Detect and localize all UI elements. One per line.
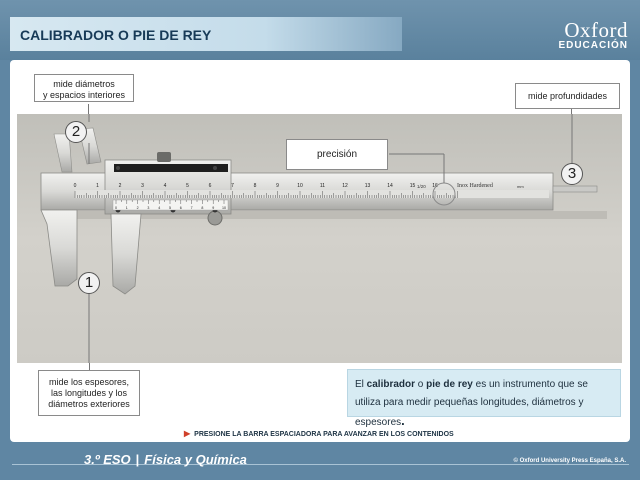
main-scale-label: 2: [118, 183, 122, 189]
main-scale-label: 9: [276, 183, 279, 189]
info-box: [347, 369, 621, 428]
info-prefix: El: [355, 379, 367, 390]
leader-line-inner: [88, 104, 89, 114]
vernier-scale-label: 4: [158, 206, 161, 210]
vernier-scale-label: 3: [147, 206, 150, 210]
vernier-scale-label: 7: [190, 206, 193, 210]
callout-depth-label: mide profundidades: [527, 91, 608, 101]
callout-inner-line2: y espacios interiores: [42, 90, 126, 100]
vernier-scale-label: 5: [169, 206, 171, 210]
leader-line-outer: [89, 363, 90, 370]
vernier-scale-label: 9: [212, 206, 215, 210]
main-scale-label: 3: [141, 183, 144, 189]
course-subject: Física y Química: [144, 452, 247, 467]
educacion-logo: EDUCACIÓN: [558, 40, 628, 51]
main-scale-label: 14: [387, 183, 393, 189]
marker-depth: 3: [561, 163, 583, 185]
info-mid: o: [415, 379, 427, 390]
info-term-pie-de-rey: pie de rey: [426, 379, 473, 390]
vernier-scale-label: 2: [136, 206, 139, 210]
play-arrow-icon: ▶: [184, 429, 191, 438]
main-scale-label: 4: [163, 183, 167, 189]
page-title: CALIBRADOR O PIE DE REY: [20, 27, 212, 43]
callout-outer-measure: [38, 370, 140, 416]
main-scale-label: 13: [364, 183, 371, 189]
main-scale-label: 0: [73, 183, 77, 189]
caliper-units: mm: [517, 184, 524, 189]
main-scale-label: 8: [253, 183, 257, 189]
course-level: 3.º ESO: [84, 452, 131, 467]
callout-precision-label: precisión: [316, 149, 358, 160]
vernier-scale-label: 10: [222, 206, 226, 210]
oxford-logo: Oxford: [564, 18, 628, 42]
main-scale-label: 1: [96, 183, 99, 189]
footer-course: [84, 452, 247, 467]
callout-outer-line1: mide los espesores,: [48, 377, 130, 387]
callout-precision: [286, 139, 388, 170]
callout-inner-measure: [34, 74, 134, 102]
info-rest: es un instrumento que se utiliza para medir pequeñas longitudes, diámetros y espesores: [355, 379, 588, 428]
info-end: .: [401, 413, 405, 428]
main-scale-label: 7: [231, 183, 234, 189]
vernier-scale-label: 8: [201, 206, 204, 210]
caliper-brand: Inox Hardened: [457, 183, 493, 189]
marker-outer: 1: [78, 272, 100, 294]
leader-line-depth: [571, 109, 572, 114]
copyright: © Oxford University Press España, S.A.: [513, 458, 626, 464]
advance-instruction-text: PRESIONE LA BARRA ESPACIADORA PARA AVANZAR EN LOS CONTENIDOS: [194, 431, 454, 438]
marker-inner: 2: [65, 121, 87, 143]
callout-depth-measure: [515, 83, 620, 109]
main-scale-label: 11: [319, 183, 326, 189]
callout-inner-line1: mide diámetros: [53, 79, 115, 89]
advance-instruction: [184, 429, 454, 438]
vernier-scale-label: 0: [115, 206, 117, 210]
vernier-scale-label: 6: [179, 206, 182, 210]
main-scale-label: 6: [208, 183, 212, 189]
callout-outer-line2: las longitudes y los: [50, 388, 128, 398]
info-term-calibrador: calibrador: [366, 379, 416, 390]
main-scale-label: 10: [297, 183, 303, 189]
main-scale-label: 12: [342, 183, 348, 189]
vernier-scale-label: 1: [125, 206, 128, 210]
main-scale-label: 16: [432, 183, 438, 189]
main-scale-label: 5: [186, 183, 189, 189]
course-separator: |: [135, 452, 140, 467]
caliper-resolution: 1/20: [417, 184, 426, 189]
main-scale-label: 15: [409, 183, 416, 189]
callout-outer-line3: diámetros exteriores: [48, 399, 130, 409]
